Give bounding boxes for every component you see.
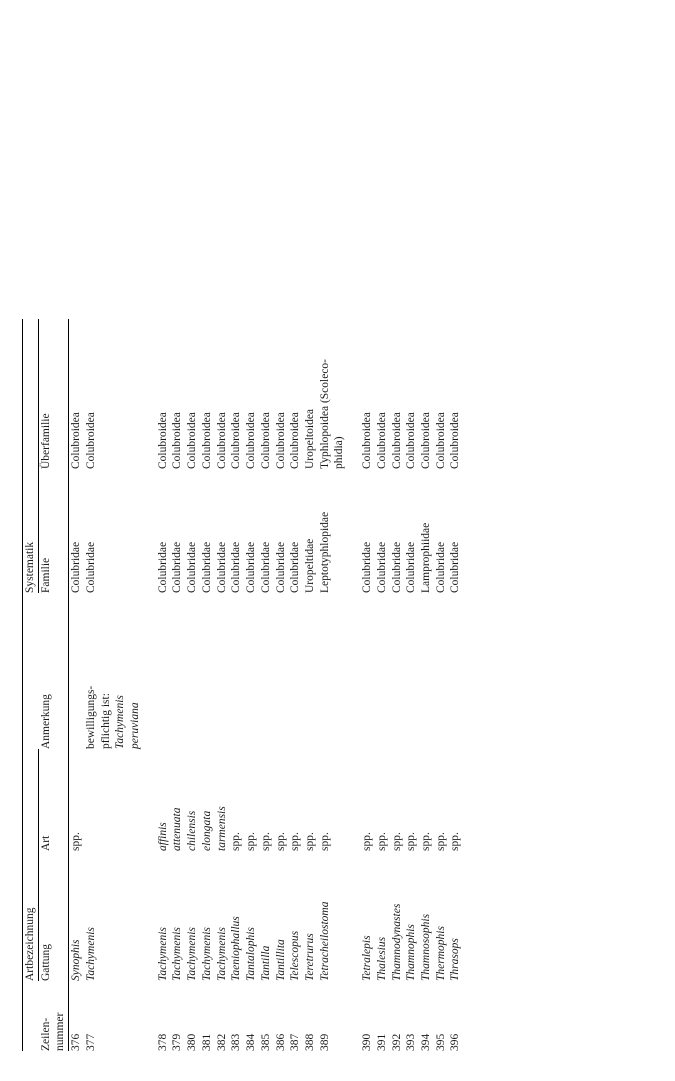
cell-ueberfamilie-line: Colubroidea (230, 412, 243, 469)
cell-zeilennummer: 388 (303, 1033, 316, 1051)
cell-ueberfamilie-line: Colubroidea (186, 412, 199, 469)
cell-anmerkung (84, 593, 143, 749)
cell-ueberfamilie (448, 319, 463, 469)
cell-ueberfamilie-line: Colubroidea (259, 412, 272, 469)
cell-ueberfamilie (244, 319, 259, 469)
cell-ueberfamilie (434, 319, 449, 469)
cell-art: spp. (405, 832, 418, 851)
table-row (170, 319, 185, 1051)
cell-ueberfamilie (360, 319, 375, 469)
cell-zeilennummer: 390 (361, 1033, 374, 1051)
block-spacer (347, 319, 360, 1051)
cell-zeilennummer: 391 (375, 1033, 388, 1051)
block-spacer (143, 319, 156, 1051)
cell-art: spp. (434, 832, 447, 851)
cell-art: tarmensis (215, 806, 228, 851)
block-spacer-cell (143, 319, 156, 1051)
cell-familie: Colubridae (289, 541, 302, 593)
cell-anmerkung (419, 593, 434, 749)
cell-gattung: Tachymenis (171, 927, 184, 981)
table-row (156, 319, 171, 1051)
table-row (274, 319, 289, 1051)
cell-ueberfamilie-line: Colubroidea (156, 412, 169, 469)
cell-anmerkung (200, 593, 215, 749)
cell-art: spp. (419, 832, 432, 851)
cell-familie: Colubridae (405, 541, 418, 593)
cell-ueberfamilie-line: Colubroidea (84, 412, 97, 469)
cell-art: spp. (274, 832, 287, 851)
cell-gattung: Teretrurus (303, 933, 316, 981)
cell-familie: Colubridae (186, 541, 199, 593)
cell-zeilennummer: 395 (434, 1033, 447, 1051)
cell-ueberfamilie (69, 319, 84, 469)
cell-zeilennummer: 384 (245, 1033, 258, 1051)
cell-anmerkung (448, 593, 463, 749)
cell-gattung: Tachymenis (156, 927, 169, 981)
cell-gattung: Thermophis (434, 926, 447, 981)
cell-art: spp. (245, 832, 258, 851)
table-row (244, 319, 259, 1051)
cell-zeilennummer: 377 (84, 1033, 97, 1051)
cell-anmerkung (259, 593, 274, 749)
cell-ueberfamilie-line: Colubroidea (405, 412, 418, 469)
table-row (200, 319, 215, 1051)
cell-anmerkung (303, 593, 318, 749)
cell-anmerkung-line: pflichtig ist: (99, 693, 112, 749)
cell-ueberfamilie-line: Colubroidea (200, 412, 213, 469)
column-header-ueberfamilie: Überfamilie (39, 413, 52, 469)
cell-zeilennummer: 387 (289, 1033, 302, 1051)
table-row (259, 319, 274, 1051)
cell-art: elongata (200, 810, 213, 851)
cell-familie: Colubridae (230, 541, 243, 593)
cell-ueberfamilie (200, 319, 215, 469)
cell-ueberfamilie (170, 319, 185, 469)
cell-gattung: Thamnosophis (419, 913, 432, 981)
table-row (288, 319, 303, 1051)
table-row (229, 319, 244, 1051)
cell-zeilennummer: 385 (259, 1033, 272, 1051)
cell-anmerkung-line: peruviana (129, 702, 142, 749)
cell-gattung: Tachymenis (200, 927, 213, 981)
cell-familie: Lamprophiidae (419, 522, 432, 593)
cell-ueberfamilie-line: Colubroidea (70, 412, 83, 469)
group-header-empty (23, 981, 38, 1051)
column-header-anmerkung: Anmerkung (39, 694, 52, 749)
cell-ueberfamilie (229, 319, 244, 469)
cell-zeilennummer: 394 (419, 1033, 432, 1051)
cell-ueberfamilie (259, 319, 274, 469)
cell-anmerkung (288, 593, 303, 749)
cell-anmerkung (404, 593, 419, 749)
cell-ueberfamilie (318, 319, 347, 469)
cell-familie: Colubridae (156, 541, 169, 593)
cell-art: spp. (70, 832, 83, 851)
cell-anmerkung (229, 593, 244, 749)
table-row (185, 319, 200, 1051)
cell-zeilennummer: 389 (318, 1033, 331, 1051)
table-row (84, 319, 143, 1051)
table-row (375, 319, 390, 1051)
cell-familie: Colubridae (84, 541, 97, 593)
cell-ueberfamilie (390, 319, 405, 469)
cell-ueberfamilie (185, 319, 200, 469)
table-row (390, 319, 405, 1051)
cell-anmerkung (274, 593, 289, 749)
table-row (318, 319, 347, 1051)
cell-zeilennummer: 392 (390, 1033, 403, 1051)
cell-art: chilensis (186, 810, 199, 851)
cell-familie: Colubridae (274, 541, 287, 593)
cell-ueberfamilie (303, 319, 318, 469)
cell-ueberfamilie-line: Colubroidea (171, 412, 184, 469)
cell-ueberfamilie (215, 319, 230, 469)
cell-anmerkung (185, 593, 200, 749)
cell-ueberfamilie-line: Colubroidea (245, 412, 258, 469)
cell-art: spp. (318, 832, 331, 851)
table-row (215, 319, 230, 1051)
cell-anmerkung (375, 593, 390, 749)
cell-gattung: Tantilla (259, 945, 272, 981)
cell-zeilennummer: 380 (186, 1033, 199, 1051)
cell-zeilennummer: 376 (70, 1033, 83, 1051)
cell-gattung: Tantillita (274, 939, 287, 981)
cell-familie: Uropeltidae (303, 538, 316, 593)
cell-anmerkung (318, 593, 347, 749)
cell-ueberfamilie (288, 319, 303, 469)
table-row (404, 319, 419, 1051)
cell-familie: Colubridae (434, 541, 447, 593)
cell-familie: Colubridae (449, 541, 462, 593)
column-header-familie: Familie (39, 557, 52, 593)
cell-anmerkung-line: bewilligungs- (84, 685, 97, 749)
cell-anmerkung (170, 593, 185, 749)
cell-zeilennummer: 393 (405, 1033, 418, 1051)
cell-ueberfamilie (156, 319, 171, 469)
cell-art: spp. (289, 832, 302, 851)
cell-familie: Colubridae (375, 541, 388, 593)
cell-ueberfamilie (419, 319, 434, 469)
cell-gattung: Synophis (70, 939, 83, 981)
cell-anmerkung (244, 593, 259, 749)
column-header-art: Art (39, 835, 52, 851)
cell-art: spp. (449, 832, 462, 851)
cell-art: spp. (375, 832, 388, 851)
cell-zeilennummer: 381 (200, 1033, 213, 1051)
cell-zeilennummer: 383 (230, 1033, 243, 1051)
block-spacer-cell (347, 319, 360, 1051)
cell-familie: Colubridae (171, 541, 184, 593)
cell-gattung: Tachymenis (215, 927, 228, 981)
cell-gattung: Thamnodynastes (390, 903, 403, 981)
cell-anmerkung (156, 593, 171, 749)
cell-anmerkung (215, 593, 230, 749)
cell-ueberfamilie-line: Colubroidea (375, 412, 388, 469)
cell-art: affinis (156, 822, 169, 851)
cell-anmerkung (390, 593, 405, 749)
cell-gattung: Tantalophis (245, 927, 258, 981)
table-row (448, 319, 463, 1051)
table-column-header-row (39, 319, 69, 1051)
cell-ueberfamilie-line: Colubroidea (449, 412, 462, 469)
table-row (303, 319, 318, 1051)
group-header-empty-anmerkung (23, 593, 38, 749)
cell-gattung: Thrasops (449, 938, 462, 981)
cell-familie: Colubridae (259, 541, 272, 593)
cell-familie: Colubridae (200, 541, 213, 593)
cell-familie: Colubridae (245, 541, 258, 593)
cell-anmerkung-line: Tachymenis (114, 695, 127, 749)
cell-ueberfamilie-line: Uropeltoidea (303, 408, 316, 469)
cell-ueberfamilie (375, 319, 390, 469)
cell-gattung: Tachymenis (186, 927, 199, 981)
column-header-zeilennummer-line2: nummer (54, 1012, 67, 1051)
group-header-systematik: Systematik (24, 541, 36, 593)
cell-gattung: Tetracheilostoma (318, 901, 331, 981)
cell-art: spp. (390, 832, 403, 851)
cell-gattung: Taeniophallus (230, 916, 243, 981)
cell-ueberfamilie-line: Colubroidea (419, 412, 432, 469)
cell-gattung: Tetralepis (361, 935, 374, 981)
cell-art: spp. (361, 832, 374, 851)
cell-familie: Colubridae (215, 541, 228, 593)
column-header-gattung: Gattung (39, 943, 52, 981)
cell-anmerkung (69, 593, 84, 749)
table-row (69, 319, 84, 1051)
cell-ueberfamilie-line: Colubroidea (361, 412, 374, 469)
column-header-zeilennummer (39, 981, 69, 1051)
cell-gattung: Tachymenis (84, 927, 97, 981)
cell-gattung: Thalesius (375, 936, 388, 981)
cell-anmerkung (360, 593, 375, 749)
cell-familie: Colubridae (70, 541, 83, 593)
cell-ueberfamilie-line: Colubroidea (215, 412, 228, 469)
column-header-zeilennummer-line1: Zeilen- (39, 1017, 52, 1051)
cell-art: spp. (303, 832, 316, 851)
species-table (22, 319, 463, 1051)
cell-ueberfamilie-line: phidia) (333, 436, 346, 469)
cell-ueberfamilie (274, 319, 289, 469)
cell-art (84, 749, 143, 851)
cell-familie: Colubridae (390, 541, 403, 593)
cell-gattung: Telescopus (289, 930, 302, 981)
cell-anmerkung (434, 593, 449, 749)
table-row (360, 319, 375, 1051)
cell-zeilennummer: 396 (449, 1033, 462, 1051)
cell-art: spp. (259, 832, 272, 851)
cell-ueberfamilie-line: Typhlopoidea (Scoleco- (318, 358, 331, 469)
cell-zeilennummer: 382 (215, 1033, 228, 1051)
cell-familie: Colubridae (361, 541, 374, 593)
cell-zeilennummer: 386 (274, 1033, 287, 1051)
table-row (419, 319, 434, 1051)
group-header-artbezeichnung: Artbezeichnung (24, 907, 36, 981)
cell-ueberfamilie-line: Colubroidea (289, 412, 302, 469)
table-group-header-row (23, 319, 38, 1051)
cell-zeilennummer: 378 (156, 1033, 169, 1051)
cell-ueberfamilie-line: Colubroidea (390, 412, 403, 469)
cell-ueberfamilie (404, 319, 419, 469)
cell-ueberfamilie-line: Colubroidea (274, 412, 287, 469)
cell-ueberfamilie (84, 319, 143, 469)
cell-zeilennummer: 379 (171, 1033, 184, 1051)
cell-art: spp. (230, 832, 243, 851)
table-row (434, 319, 449, 1051)
cell-gattung: Thamnophis (405, 924, 418, 981)
cell-familie: Leptotyphlopidae (318, 511, 331, 593)
cell-ueberfamilie-line: Colubroidea (434, 412, 447, 469)
cell-art: attenuata (171, 807, 184, 851)
